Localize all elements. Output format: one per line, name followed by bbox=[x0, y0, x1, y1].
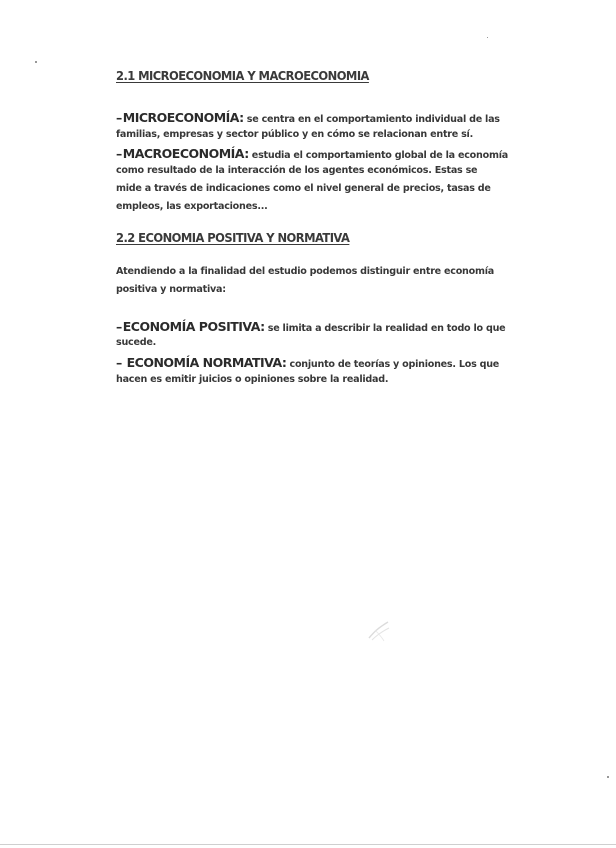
micro-term-label: MICROECONOMÍA: bbox=[122, 110, 244, 125]
positiva-term: –ECONOMÍA POSITIVA: bbox=[116, 319, 265, 334]
micro-term: –MICROECONOMÍA: bbox=[116, 110, 244, 125]
macro-term: –MACROECONOMÍA: bbox=[116, 146, 249, 161]
scan-speck bbox=[607, 776, 609, 778]
positiva-definition-line-1 bbox=[116, 319, 505, 334]
normativa-term: – ECONOMÍA NORMATIVA: bbox=[116, 355, 287, 370]
scan-speck bbox=[487, 37, 488, 38]
positiva-text-1: se limita a describir la realidad en todo lo que bbox=[264, 323, 506, 334]
scan-speck bbox=[35, 61, 37, 63]
intro-line-2: positiva y normativa: bbox=[116, 284, 226, 295]
scan-smudge-mark bbox=[366, 618, 392, 644]
macro-definition-line-2: como resultado de la interacción de los agentes económicos. Estas se bbox=[116, 165, 478, 176]
section-heading-micro-macro: 2.1 MICROECONOMIA Y MACROECONOMIA bbox=[116, 68, 369, 83]
macro-definition-line-4: empleos, las exportaciones... bbox=[116, 201, 268, 212]
micro-text-1: se centra en el comportamiento individual de las bbox=[243, 114, 500, 125]
normativa-definition-line-1 bbox=[116, 355, 499, 370]
positiva-definition-line-2: sucede. bbox=[116, 337, 157, 348]
micro-definition-line-1 bbox=[116, 110, 500, 125]
intro-line-1: Atendiendo a la finalidad del estudio podemos distinguir entre economía bbox=[116, 266, 494, 277]
normativa-term-label: ECONOMÍA NORMATIVA: bbox=[126, 355, 287, 370]
macro-definition-line-3: mide a través de indicaciones como el nivel general de precios, tasas de bbox=[116, 183, 491, 194]
positiva-term-label: ECONOMÍA POSITIVA: bbox=[122, 319, 265, 334]
section-heading-positiva-normativa: 2.2 ECONOMIA POSITIVA Y NORMATIVA bbox=[116, 230, 350, 245]
page-bottom-edge bbox=[0, 844, 616, 845]
macro-term-label: MACROECONOMÍA: bbox=[122, 146, 249, 161]
normativa-definition-line-2: hacen es emitir juicios o opiniones sobre la realidad. bbox=[116, 374, 389, 385]
macro-definition-line-1 bbox=[116, 146, 508, 161]
micro-definition-line-2: familias, empresas y sector público y en cómo se relacionan entre sí. bbox=[116, 129, 473, 140]
normativa-text-1: conjunto de teorías y opiniones. Los que bbox=[286, 359, 500, 370]
macro-text-1: estudia el comportamiento global de la economía bbox=[248, 150, 508, 161]
